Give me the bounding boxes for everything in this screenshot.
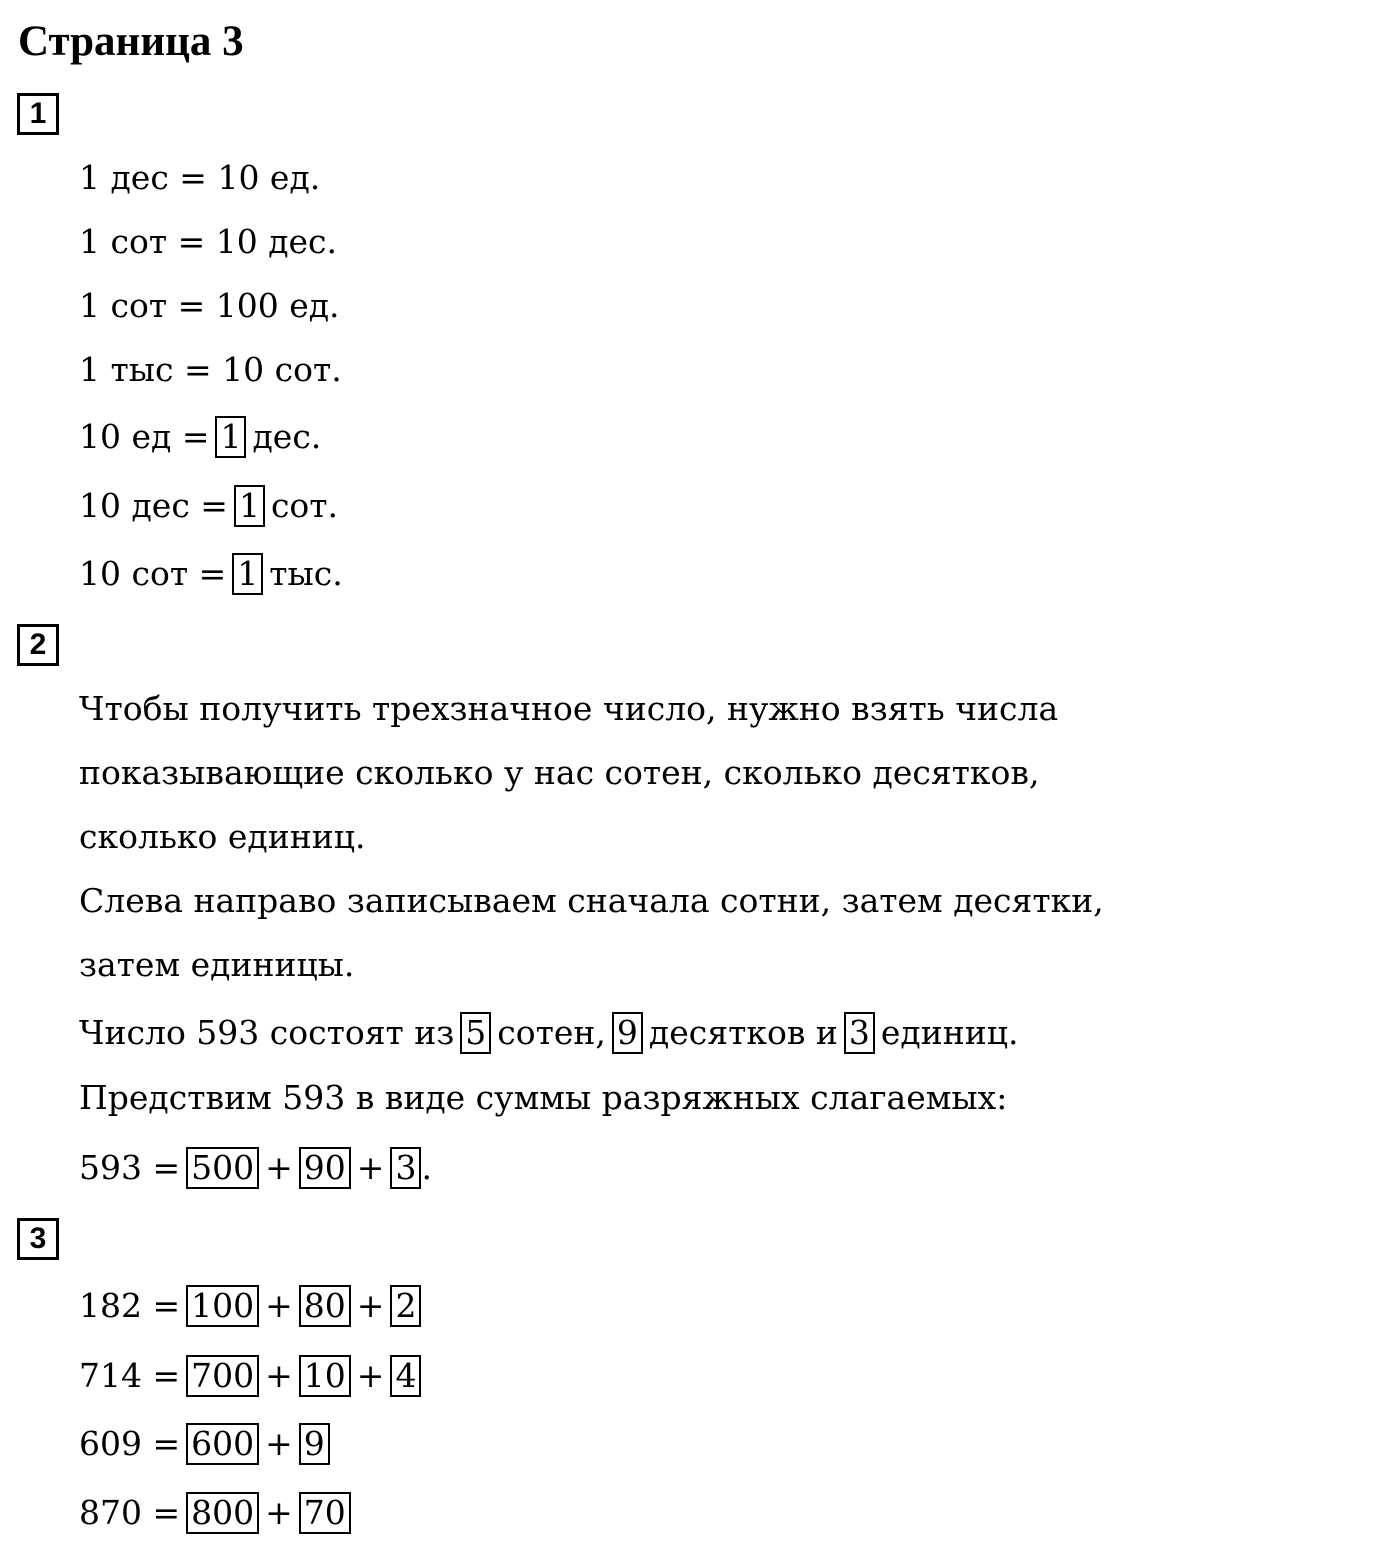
answer-box: 1 <box>234 485 265 527</box>
task2-sum <box>79 1142 432 1194</box>
task1-line-6 <box>79 480 338 532</box>
task1-line-2: 1 сот = 10 дес. <box>79 222 338 261</box>
term-box: 9 <box>299 1423 330 1465</box>
term-box: 70 <box>299 1492 351 1534</box>
task2-composition <box>79 1007 1018 1059</box>
task2-text-line-5: затем единицы. <box>79 945 355 984</box>
task3-sum-2 <box>79 1350 421 1402</box>
task1-line-3: 1 сот = 100 ед. <box>79 286 340 325</box>
term-box: 10 <box>299 1355 351 1397</box>
sum-number: 870 = <box>79 1493 181 1532</box>
plus-sign: + <box>265 1148 293 1187</box>
task-number-2: 2 <box>17 624 59 666</box>
expression-left: 10 ед = <box>79 417 210 456</box>
tens-term-box: 90 <box>299 1147 351 1189</box>
answer-box: 1 <box>232 553 263 595</box>
term-box: 100 <box>186 1285 259 1327</box>
task1-line-5 <box>79 411 321 463</box>
task-number-1: 1 <box>17 93 59 135</box>
expression-left: 10 дес = <box>79 486 228 525</box>
task3-sum-1 <box>79 1280 421 1332</box>
plus-sign: + <box>265 1424 293 1463</box>
task2-text-line-1: Чтобы получить трехзначное число, нужно взять числа <box>79 689 1059 728</box>
hundreds-word: сотен, <box>497 1013 606 1052</box>
sum-number: 714 = <box>79 1356 181 1395</box>
tens-box: 9 <box>612 1012 643 1054</box>
expression-left: 10 сот = <box>79 554 227 593</box>
task2-text-line-4: Слева направо записываем сначала сотни, затем десятки, <box>79 881 1104 920</box>
plus-sign: + <box>265 1356 293 1395</box>
task2-text-line-3: сколько единиц. <box>79 817 366 856</box>
units-word: единиц. <box>880 1013 1019 1052</box>
plus-sign: + <box>356 1286 385 1325</box>
expression-unit: дес. <box>252 417 322 456</box>
expression-unit: тыс. <box>269 554 343 593</box>
plus-sign: + <box>356 1148 385 1187</box>
task1-line-4: 1 тыс = 10 сот. <box>79 350 342 389</box>
sum-number: 182 = <box>79 1286 181 1325</box>
hundreds-term-box: 500 <box>186 1147 259 1189</box>
task3-sum-3 <box>79 1418 330 1470</box>
page-title: Страница 3 <box>18 18 244 65</box>
sum-number: 609 = <box>79 1424 181 1463</box>
units-box: 3 <box>844 1012 875 1054</box>
task1-line-7 <box>79 548 343 600</box>
answer-box: 1 <box>215 416 246 458</box>
composition-prefix: Число 593 состоят из <box>79 1013 455 1052</box>
sum-number: 593 = <box>79 1148 181 1187</box>
term-box: 700 <box>186 1355 259 1397</box>
task-number-3: 3 <box>17 1218 59 1260</box>
task2-text-line-2: показывающие сколько у нас сотен, сколько десятков, <box>79 753 1040 792</box>
tens-word: десятков и <box>648 1013 838 1052</box>
hundreds-box: 5 <box>460 1012 491 1054</box>
plus-sign: + <box>356 1356 385 1395</box>
plus-sign: + <box>265 1493 293 1532</box>
sum-end: . <box>421 1148 432 1187</box>
plus-sign: + <box>265 1286 293 1325</box>
term-box: 4 <box>390 1355 421 1397</box>
term-box: 2 <box>390 1285 421 1327</box>
expression-unit: сот. <box>270 486 339 525</box>
task3-sum-4 <box>79 1487 351 1539</box>
term-box: 600 <box>186 1423 259 1465</box>
task1-line-1: 1 дес = 10 ед. <box>79 158 321 197</box>
term-box: 80 <box>299 1285 351 1327</box>
units-term-box: 3 <box>390 1147 421 1189</box>
term-box: 800 <box>186 1492 259 1534</box>
task2-sum-intro: Предствим 593 в виде суммы разряжных слагаемых: <box>79 1078 1008 1117</box>
